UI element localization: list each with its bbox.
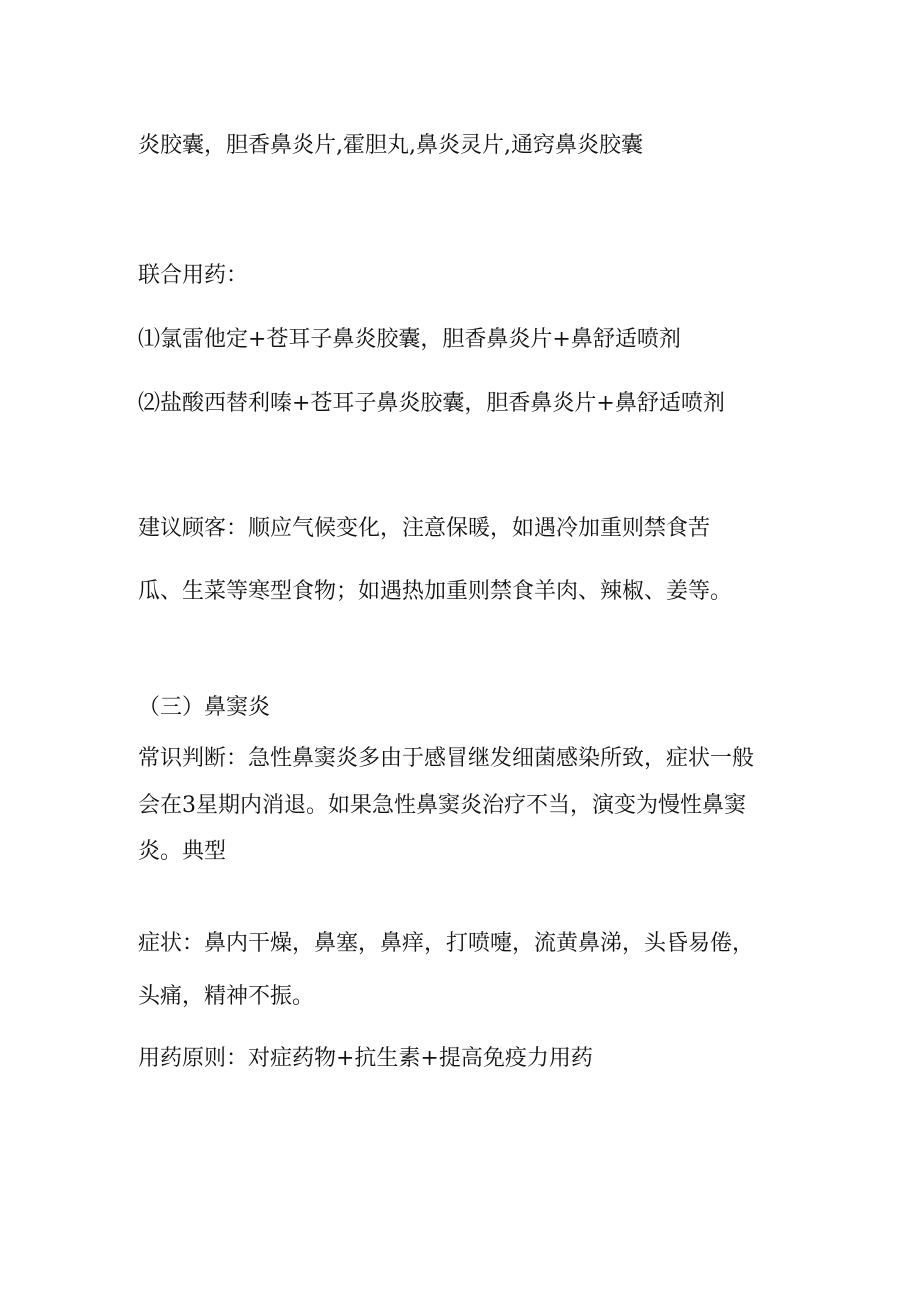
advice-line-1: 建议顾客：顺应气候变化，注意保暖，如遇冷加重则禁食苦 xyxy=(138,516,711,541)
combined-medication-label: 联合用药： xyxy=(138,263,249,288)
symptoms-line-2: 头痛，精神不振。 xyxy=(138,984,315,1009)
common-sense-line-1: 常识判断：急性鼻窦炎多由于感冒继发细菌感染所致，症状一般 xyxy=(138,746,755,771)
advice-line-2: 瓜、生菜等寒型食物；如遇热加重则禁食羊肉、辣椒、姜等。 xyxy=(138,579,733,604)
combined-medication-item-1: ⑴氯雷他定+苍耳子鼻炎胶囊，胆香鼻炎片+鼻舒适喷剂 xyxy=(138,327,681,352)
symptoms-line-1: 症状：鼻内干燥，鼻塞，鼻痒，打喷嚏，流黄鼻涕，头昏易倦， xyxy=(138,931,755,956)
common-sense-line-3: 炎。典型 xyxy=(138,839,227,864)
combined-medication-item-2: ⑵盐酸西替利嗪+苍耳子鼻炎胶囊，胆香鼻炎片+鼻舒适喷剂 xyxy=(138,391,725,416)
continuation-text: 炎胶囊，胆香鼻炎片,霍胆丸,鼻炎灵片,通窍鼻炎胶囊 xyxy=(138,133,643,158)
common-sense-line-2: 会在3星期内消退。如果急性鼻窦炎治疗不当，演变为慢性鼻窦 xyxy=(138,793,746,818)
medication-principle: 用药原则：对症药物+抗生素+提高免疫力用药 xyxy=(138,1046,593,1071)
section-heading-sinusitis: （三）鼻窦炎 xyxy=(138,695,271,720)
